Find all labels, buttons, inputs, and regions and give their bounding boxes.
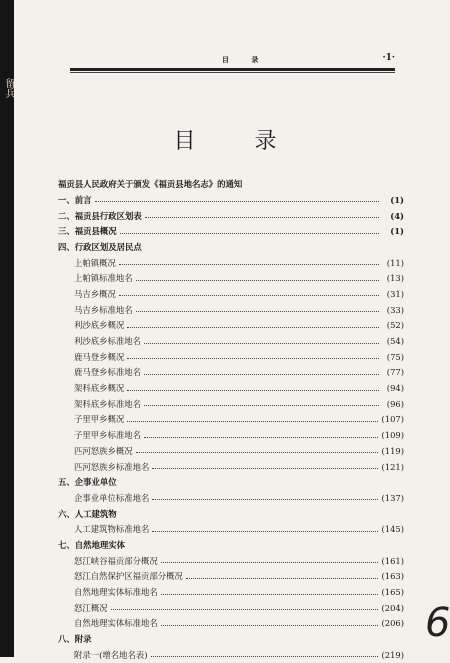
- toc-label: 马吉乡概况: [74, 288, 116, 299]
- toc-leader-dots: [119, 264, 379, 265]
- toc-entry: [58, 584, 404, 600]
- toc-label: 鹿马登乡概况: [74, 351, 125, 362]
- handwritten-page-number: 6: [425, 600, 450, 646]
- header-rule-thin: [70, 72, 395, 73]
- toc-entry: [58, 443, 404, 459]
- toc-label: 自然地理实体标准地名: [74, 587, 158, 598]
- toc-page-number: (119): [381, 445, 404, 456]
- toc-entry: [58, 521, 404, 537]
- toc-label: 四、行政区划及居民点: [58, 241, 142, 252]
- toc-page-number: (206): [381, 618, 404, 629]
- toc-heading: [58, 176, 404, 192]
- toc-page-number: (54): [386, 336, 404, 347]
- toc-page-number: (121): [381, 461, 404, 472]
- toc-label: 一、前言: [58, 194, 92, 205]
- toc-page-number: (107): [381, 414, 404, 425]
- toc-leader-dots: [127, 421, 378, 422]
- toc-page-number: (1): [390, 226, 404, 237]
- toc-page-number: (52): [386, 320, 404, 331]
- toc-page-number: (137): [381, 492, 404, 503]
- table-of-contents: [58, 176, 404, 663]
- toc-section: [58, 239, 404, 255]
- toc-section: [58, 631, 404, 647]
- toc-label: 匹河怒族乡概况: [74, 445, 133, 456]
- toc-label: 三、福贡县概况: [58, 226, 117, 237]
- toc-leader-dots: [186, 578, 379, 579]
- toc-leader-dots: [136, 452, 379, 453]
- toc-page-number: (204): [381, 602, 404, 613]
- toc-leader-dots: [136, 280, 379, 281]
- toc-label: 上帕镇标准地名: [74, 273, 133, 284]
- toc-entry: [58, 286, 404, 302]
- toc-label: 架科底乡概况: [74, 383, 125, 394]
- toc-page-number: (161): [381, 555, 404, 566]
- toc-leader-dots: [161, 562, 379, 563]
- toc-leader-dots: [127, 390, 379, 391]
- toc-label: 五、企事业单位: [58, 477, 117, 488]
- toc-leader-dots: [120, 233, 379, 234]
- toc-label: 架科底乡标准地名: [74, 398, 141, 409]
- toc-label: 匹河怒族乡标准地名: [74, 461, 150, 472]
- toc-entry: [58, 349, 404, 365]
- running-head: [70, 52, 395, 68]
- toc-leader-dots: [144, 343, 379, 344]
- toc-rows: [58, 192, 404, 663]
- toc-label: 八、附录: [58, 634, 92, 645]
- toc-page-number: (163): [381, 571, 404, 582]
- toc-page-number: (109): [381, 430, 404, 441]
- toc-label: 子里甲乡标准地名: [74, 430, 141, 441]
- toc-label: 怒江自然保护区福贡部分概况: [74, 571, 183, 582]
- toc-entry: [58, 255, 404, 271]
- toc-leader-dots: [145, 217, 379, 218]
- toc-entry: [58, 333, 404, 349]
- toc-label: 利沙底乡概况: [74, 320, 125, 331]
- toc-leader-dots: [144, 374, 379, 375]
- toc-label: 附录一(增名地名表): [74, 649, 148, 660]
- toc-leader-dots: [119, 295, 379, 296]
- toc-entry: [58, 553, 404, 569]
- toc-leader-dots: [152, 468, 378, 469]
- page-title: 目 录: [173, 129, 303, 154]
- toc-leader-dots: [111, 609, 379, 610]
- toc-page-number: (96): [386, 398, 404, 409]
- toc-leader-dots: [161, 625, 379, 626]
- toc-page-number: (11): [386, 257, 404, 268]
- toc-page-number: (165): [381, 587, 404, 598]
- toc-leader-dots: [127, 327, 379, 328]
- toc-page-number: (31): [386, 288, 404, 299]
- toc-leader-dots: [136, 311, 379, 312]
- toc-leader-dots: [144, 405, 379, 406]
- binding-edge-text: 留兵: [3, 78, 14, 98]
- toc-entry: [58, 365, 404, 381]
- toc-leader-dots: [152, 499, 378, 500]
- toc-label: 马吉乡标准地名: [74, 304, 133, 315]
- toc-heading-text: 福贡县人民政府关于颁发《福贡县地名志》的通知: [58, 179, 243, 189]
- toc-entry: [58, 616, 404, 632]
- toc-page-number: (33): [386, 304, 404, 315]
- toc-page-number: (4): [390, 210, 404, 221]
- toc-entry: [58, 412, 404, 428]
- toc-section: [58, 223, 404, 239]
- header-rule-thick: [70, 68, 395, 71]
- binding-edge: [0, 0, 14, 657]
- toc-page-number: (94): [386, 383, 404, 394]
- toc-label: 利沙底乡标准地名: [74, 336, 141, 347]
- running-head-title: 目 录: [222, 55, 269, 64]
- toc-section: [58, 192, 404, 208]
- toc-label: 六、人工建筑物: [58, 508, 117, 519]
- toc-leader-dots: [144, 437, 378, 438]
- toc-entry: [58, 302, 404, 318]
- toc-section: [58, 506, 404, 522]
- toc-label: 七、自然地理实体: [58, 539, 125, 550]
- toc-leader-dots: [161, 594, 379, 595]
- toc-entry: [58, 427, 404, 443]
- toc-page-number: (77): [386, 367, 404, 378]
- toc-label: 自然地理实体标准地名: [74, 618, 158, 629]
- toc-section: [58, 537, 404, 553]
- toc-label: 怒江概况: [74, 602, 108, 613]
- toc-label: 人工建筑物标准地名: [74, 524, 150, 535]
- toc-page-number: (13): [386, 273, 404, 284]
- toc-entry: [58, 396, 404, 412]
- toc-label: 企事业单位标准地名: [74, 492, 150, 503]
- running-head-page-number: ·1·: [382, 53, 395, 63]
- toc-entry: [58, 647, 404, 663]
- toc-label: 上帕镇概况: [74, 257, 116, 268]
- toc-section: [58, 474, 404, 490]
- toc-entry: [58, 600, 404, 616]
- toc-label: 子里甲乡概况: [74, 414, 125, 425]
- toc-section: [58, 208, 404, 224]
- toc-entry: [58, 318, 404, 334]
- toc-label: 怒江峡谷福贡部分概况: [74, 555, 158, 566]
- toc-entry: [58, 569, 404, 585]
- toc-leader-dots: [95, 201, 380, 202]
- toc-entry: [58, 380, 404, 396]
- toc-label: 二、福贡县行政区划表: [58, 210, 142, 221]
- toc-page-number: (145): [381, 524, 404, 535]
- toc-leader-dots: [127, 358, 379, 359]
- toc-page-number: (219): [381, 649, 404, 660]
- toc-label: 鹿马登乡标准地名: [74, 367, 141, 378]
- toc-entry: [58, 270, 404, 286]
- toc-entry: [58, 490, 404, 506]
- toc-page-number: (75): [386, 351, 404, 362]
- toc-page-number: (1): [390, 194, 404, 205]
- toc-leader-dots: [152, 531, 378, 532]
- toc-entry: [58, 459, 404, 475]
